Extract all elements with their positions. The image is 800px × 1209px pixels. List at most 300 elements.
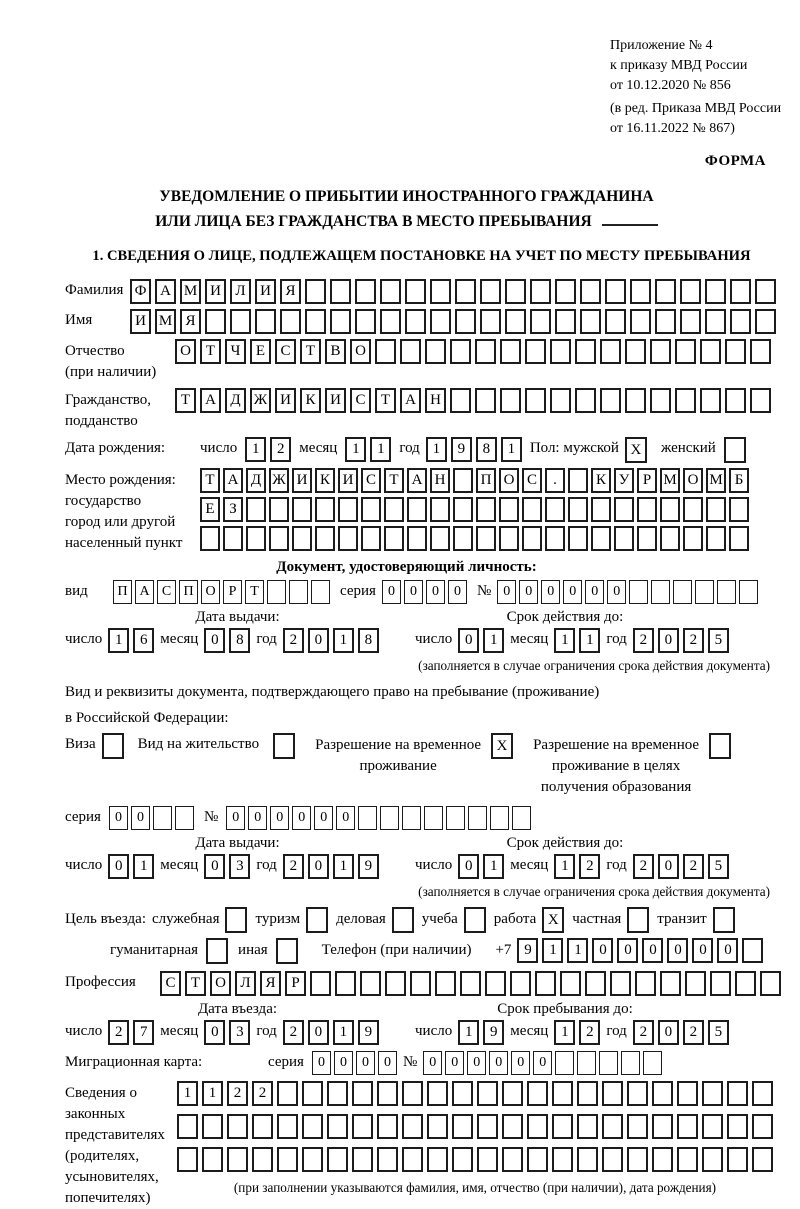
char-box[interactable]: М bbox=[706, 468, 726, 493]
char-box[interactable]: 5 bbox=[708, 1020, 729, 1045]
doc-series-input[interactable] bbox=[382, 580, 467, 604]
char-box[interactable] bbox=[302, 1114, 323, 1139]
char-box[interactable]: О bbox=[683, 468, 703, 493]
char-box[interactable] bbox=[577, 1051, 596, 1075]
char-box[interactable] bbox=[677, 1147, 698, 1172]
char-box[interactable]: 0 bbox=[497, 580, 516, 604]
char-box[interactable] bbox=[629, 580, 648, 604]
char-box[interactable] bbox=[735, 971, 756, 996]
char-box[interactable] bbox=[338, 526, 358, 551]
char-box[interactable] bbox=[430, 497, 450, 522]
char-box[interactable] bbox=[702, 1081, 723, 1106]
char-box[interactable]: 0 bbox=[308, 1020, 329, 1045]
char-box[interactable]: 0 bbox=[356, 1051, 375, 1075]
char-box[interactable] bbox=[730, 309, 751, 334]
char-box[interactable] bbox=[246, 526, 266, 551]
mig-number-input[interactable] bbox=[423, 1051, 662, 1075]
char-box[interactable] bbox=[352, 1114, 373, 1139]
char-box[interactable] bbox=[675, 388, 696, 413]
doc-number-input[interactable] bbox=[497, 580, 758, 604]
char-box[interactable]: И bbox=[255, 279, 276, 304]
char-box[interactable] bbox=[246, 497, 266, 522]
char-box[interactable] bbox=[205, 309, 226, 334]
char-box[interactable]: 2 bbox=[108, 1020, 129, 1045]
char-box[interactable]: 0 bbox=[270, 806, 289, 830]
char-box[interactable] bbox=[575, 388, 596, 413]
char-box[interactable]: Ж bbox=[269, 468, 289, 493]
char-box[interactable] bbox=[352, 1081, 373, 1106]
char-box[interactable]: 2 bbox=[633, 1020, 654, 1045]
char-box[interactable] bbox=[577, 1114, 598, 1139]
char-box[interactable] bbox=[477, 1147, 498, 1172]
char-box[interactable] bbox=[446, 806, 465, 830]
char-box[interactable] bbox=[706, 526, 726, 551]
char-box[interactable]: 0 bbox=[592, 938, 613, 963]
char-box[interactable] bbox=[730, 279, 751, 304]
char-box[interactable]: 1 bbox=[370, 437, 391, 462]
char-box[interactable]: Я bbox=[280, 279, 301, 304]
char-box[interactable] bbox=[600, 388, 621, 413]
char-box[interactable]: К bbox=[315, 468, 335, 493]
char-box[interactable] bbox=[452, 1147, 473, 1172]
char-box[interactable] bbox=[500, 388, 521, 413]
char-box[interactable]: 0 bbox=[312, 1051, 331, 1075]
char-box[interactable] bbox=[407, 526, 427, 551]
char-box[interactable] bbox=[683, 497, 703, 522]
char-box[interactable] bbox=[499, 497, 519, 522]
char-box[interactable]: И bbox=[205, 279, 226, 304]
char-box[interactable]: 2 bbox=[683, 628, 704, 653]
char-box[interactable] bbox=[175, 806, 194, 830]
char-box[interactable]: 2 bbox=[633, 854, 654, 879]
char-box[interactable]: О bbox=[210, 971, 231, 996]
char-box[interactable]: 1 bbox=[483, 854, 504, 879]
char-box[interactable]: 0 bbox=[489, 1051, 508, 1075]
char-box[interactable]: 2 bbox=[633, 628, 654, 653]
char-box[interactable] bbox=[750, 388, 771, 413]
char-box[interactable] bbox=[502, 1114, 523, 1139]
char-box[interactable]: 0 bbox=[667, 938, 688, 963]
char-box[interactable] bbox=[752, 1081, 773, 1106]
res-series-input[interactable] bbox=[109, 806, 194, 830]
mig-series-input[interactable] bbox=[312, 1051, 397, 1075]
char-box[interactable] bbox=[705, 279, 726, 304]
char-box[interactable] bbox=[727, 1081, 748, 1106]
char-box[interactable] bbox=[725, 388, 746, 413]
char-box[interactable]: 0 bbox=[717, 938, 738, 963]
char-box[interactable]: 2 bbox=[683, 1020, 704, 1045]
birth-month-input[interactable] bbox=[345, 437, 391, 462]
char-box[interactable]: У bbox=[614, 468, 634, 493]
char-box[interactable] bbox=[522, 526, 542, 551]
char-box[interactable] bbox=[468, 806, 487, 830]
char-box[interactable]: Ж bbox=[250, 388, 271, 413]
char-box[interactable] bbox=[605, 279, 626, 304]
char-box[interactable] bbox=[505, 279, 526, 304]
char-box[interactable]: А bbox=[200, 388, 221, 413]
char-box[interactable] bbox=[677, 1114, 698, 1139]
char-box[interactable]: И bbox=[338, 468, 358, 493]
char-box[interactable]: Н bbox=[425, 388, 446, 413]
stay-year-input[interactable] bbox=[633, 1020, 729, 1045]
char-box[interactable]: 1 bbox=[177, 1081, 198, 1106]
char-box[interactable]: Т bbox=[245, 580, 264, 604]
char-box[interactable] bbox=[424, 806, 443, 830]
char-box[interactable] bbox=[230, 309, 251, 334]
char-box[interactable]: 9 bbox=[483, 1020, 504, 1045]
char-box[interactable]: 1 bbox=[542, 938, 563, 963]
char-box[interactable] bbox=[717, 580, 736, 604]
char-box[interactable] bbox=[545, 526, 565, 551]
char-box[interactable] bbox=[327, 1081, 348, 1106]
char-box[interactable]: 1 bbox=[245, 437, 266, 462]
char-box[interactable]: 0 bbox=[511, 1051, 530, 1075]
char-box[interactable] bbox=[377, 1081, 398, 1106]
char-box[interactable] bbox=[650, 388, 671, 413]
char-box[interactable] bbox=[292, 497, 312, 522]
char-box[interactable]: 0 bbox=[334, 1051, 353, 1075]
char-box[interactable] bbox=[177, 1114, 198, 1139]
char-box[interactable]: 2 bbox=[683, 854, 704, 879]
char-box[interactable] bbox=[269, 526, 289, 551]
representatives-line3-input[interactable] bbox=[177, 1147, 773, 1172]
char-box[interactable]: 7 bbox=[133, 1020, 154, 1045]
char-box[interactable] bbox=[252, 1114, 273, 1139]
char-box[interactable] bbox=[375, 339, 396, 364]
char-box[interactable] bbox=[727, 1114, 748, 1139]
char-box[interactable]: 0 bbox=[336, 806, 355, 830]
char-box[interactable]: 0 bbox=[445, 1051, 464, 1075]
char-box[interactable] bbox=[453, 497, 473, 522]
char-box[interactable]: 0 bbox=[541, 580, 560, 604]
char-box[interactable]: А bbox=[407, 468, 427, 493]
char-box[interactable] bbox=[550, 339, 571, 364]
char-box[interactable] bbox=[490, 806, 509, 830]
char-box[interactable] bbox=[252, 1147, 273, 1172]
char-box[interactable] bbox=[380, 279, 401, 304]
surname-input[interactable] bbox=[130, 279, 776, 304]
char-box[interactable]: 1 bbox=[567, 938, 588, 963]
char-box[interactable]: 0 bbox=[248, 806, 267, 830]
purpose-private-checkbox[interactable] bbox=[627, 907, 649, 933]
char-box[interactable]: Е bbox=[200, 497, 220, 522]
char-box[interactable]: С bbox=[522, 468, 542, 493]
char-box[interactable]: А bbox=[400, 388, 421, 413]
char-box[interactable]: 1 bbox=[554, 628, 575, 653]
char-box[interactable] bbox=[635, 971, 656, 996]
char-box[interactable]: О bbox=[201, 580, 220, 604]
char-box[interactable]: 0 bbox=[108, 854, 129, 879]
char-box[interactable] bbox=[637, 497, 657, 522]
char-box[interactable] bbox=[680, 279, 701, 304]
char-box[interactable]: 0 bbox=[519, 580, 538, 604]
char-box[interactable]: 1 bbox=[483, 628, 504, 653]
stay-month-input[interactable] bbox=[554, 1020, 600, 1045]
char-box[interactable]: 0 bbox=[692, 938, 713, 963]
char-box[interactable] bbox=[255, 309, 276, 334]
char-box[interactable]: 1 bbox=[426, 437, 447, 462]
char-box[interactable]: 0 bbox=[204, 628, 225, 653]
char-box[interactable] bbox=[277, 1147, 298, 1172]
char-box[interactable] bbox=[402, 1147, 423, 1172]
char-box[interactable] bbox=[267, 580, 286, 604]
char-box[interactable] bbox=[755, 279, 776, 304]
temp-residence-checkbox[interactable]: X bbox=[491, 733, 513, 759]
phone-input[interactable] bbox=[517, 938, 763, 963]
char-box[interactable] bbox=[705, 309, 726, 334]
doc-issue-day-input[interactable] bbox=[108, 628, 154, 653]
char-box[interactable] bbox=[502, 1147, 523, 1172]
doc-issue-year-input[interactable] bbox=[283, 628, 379, 653]
char-box[interactable] bbox=[352, 1147, 373, 1172]
sex-female-checkbox[interactable] bbox=[724, 437, 746, 463]
char-box[interactable] bbox=[652, 1114, 673, 1139]
char-box[interactable]: С bbox=[350, 388, 371, 413]
char-box[interactable] bbox=[530, 279, 551, 304]
char-box[interactable] bbox=[673, 580, 692, 604]
char-box[interactable] bbox=[627, 1081, 648, 1106]
char-box[interactable]: Л bbox=[230, 279, 251, 304]
char-box[interactable]: 1 bbox=[133, 854, 154, 879]
char-box[interactable] bbox=[552, 1147, 573, 1172]
char-box[interactable]: 9 bbox=[358, 854, 379, 879]
char-box[interactable]: 9 bbox=[358, 1020, 379, 1045]
char-box[interactable] bbox=[315, 526, 335, 551]
char-box[interactable]: Д bbox=[246, 468, 266, 493]
char-box[interactable] bbox=[752, 1114, 773, 1139]
char-box[interactable] bbox=[455, 279, 476, 304]
char-box[interactable]: О bbox=[175, 339, 196, 364]
char-box[interactable] bbox=[202, 1114, 223, 1139]
entry-year-input[interactable] bbox=[283, 1020, 379, 1045]
purpose-tourism-checkbox[interactable] bbox=[306, 907, 328, 933]
char-box[interactable]: С bbox=[275, 339, 296, 364]
birth-place-line3-input[interactable] bbox=[200, 526, 749, 551]
char-box[interactable] bbox=[477, 1114, 498, 1139]
char-box[interactable]: . bbox=[545, 468, 565, 493]
char-box[interactable] bbox=[530, 309, 551, 334]
char-box[interactable]: 8 bbox=[229, 628, 250, 653]
char-box[interactable] bbox=[310, 971, 331, 996]
char-box[interactable] bbox=[405, 309, 426, 334]
patronymic-input[interactable] bbox=[175, 339, 771, 364]
char-box[interactable] bbox=[652, 1147, 673, 1172]
char-box[interactable] bbox=[739, 580, 758, 604]
char-box[interactable]: П bbox=[179, 580, 198, 604]
char-box[interactable] bbox=[591, 497, 611, 522]
char-box[interactable] bbox=[580, 309, 601, 334]
char-box[interactable] bbox=[153, 806, 172, 830]
char-box[interactable]: 0 bbox=[308, 854, 329, 879]
char-box[interactable]: 0 bbox=[658, 628, 679, 653]
visa-checkbox[interactable] bbox=[102, 733, 124, 759]
res-valid-month-input[interactable] bbox=[554, 854, 600, 879]
char-box[interactable] bbox=[200, 526, 220, 551]
char-box[interactable]: 0 bbox=[658, 1020, 679, 1045]
char-box[interactable]: К bbox=[591, 468, 611, 493]
char-box[interactable]: 3 bbox=[229, 1020, 250, 1045]
char-box[interactable] bbox=[655, 279, 676, 304]
char-box[interactable] bbox=[305, 279, 326, 304]
char-box[interactable] bbox=[512, 806, 531, 830]
char-box[interactable] bbox=[289, 580, 308, 604]
res-issue-month-input[interactable] bbox=[204, 854, 250, 879]
char-box[interactable] bbox=[702, 1114, 723, 1139]
char-box[interactable]: 1 bbox=[458, 1020, 479, 1045]
char-box[interactable] bbox=[710, 971, 731, 996]
char-box[interactable]: А bbox=[155, 279, 176, 304]
profession-input[interactable] bbox=[160, 971, 781, 996]
char-box[interactable]: 1 bbox=[108, 628, 129, 653]
char-box[interactable] bbox=[338, 497, 358, 522]
char-box[interactable] bbox=[637, 526, 657, 551]
char-box[interactable] bbox=[527, 1114, 548, 1139]
char-box[interactable]: Т bbox=[384, 468, 404, 493]
char-box[interactable] bbox=[427, 1147, 448, 1172]
char-box[interactable] bbox=[485, 971, 506, 996]
char-box[interactable] bbox=[227, 1114, 248, 1139]
char-box[interactable] bbox=[706, 497, 726, 522]
char-box[interactable] bbox=[460, 971, 481, 996]
doc-issue-month-input[interactable] bbox=[204, 628, 250, 653]
char-box[interactable] bbox=[625, 339, 646, 364]
stay-day-input[interactable] bbox=[458, 1020, 504, 1045]
char-box[interactable] bbox=[335, 971, 356, 996]
char-box[interactable] bbox=[568, 526, 588, 551]
char-box[interactable]: С bbox=[361, 468, 381, 493]
entry-day-input[interactable] bbox=[108, 1020, 154, 1045]
char-box[interactable]: 6 bbox=[133, 628, 154, 653]
char-box[interactable]: 1 bbox=[554, 854, 575, 879]
char-box[interactable]: О bbox=[499, 468, 519, 493]
char-box[interactable] bbox=[361, 497, 381, 522]
char-box[interactable] bbox=[610, 971, 631, 996]
char-box[interactable] bbox=[400, 339, 421, 364]
char-box[interactable]: 0 bbox=[423, 1051, 442, 1075]
char-box[interactable] bbox=[605, 309, 626, 334]
char-box[interactable]: М bbox=[180, 279, 201, 304]
char-box[interactable] bbox=[385, 971, 406, 996]
char-box[interactable] bbox=[602, 1114, 623, 1139]
char-box[interactable]: 0 bbox=[458, 628, 479, 653]
char-box[interactable]: 0 bbox=[533, 1051, 552, 1075]
char-box[interactable] bbox=[545, 497, 565, 522]
char-box[interactable]: 2 bbox=[283, 1020, 304, 1045]
char-box[interactable] bbox=[729, 526, 749, 551]
char-box[interactable] bbox=[695, 580, 714, 604]
char-box[interactable] bbox=[302, 1081, 323, 1106]
char-box[interactable]: 2 bbox=[283, 854, 304, 879]
char-box[interactable]: П bbox=[476, 468, 496, 493]
char-box[interactable] bbox=[725, 339, 746, 364]
char-box[interactable] bbox=[327, 1114, 348, 1139]
char-box[interactable]: К bbox=[300, 388, 321, 413]
char-box[interactable]: Н bbox=[430, 468, 450, 493]
char-box[interactable] bbox=[700, 339, 721, 364]
char-box[interactable]: Я bbox=[180, 309, 201, 334]
char-box[interactable] bbox=[660, 971, 681, 996]
char-box[interactable] bbox=[630, 279, 651, 304]
char-box[interactable] bbox=[625, 388, 646, 413]
char-box[interactable] bbox=[599, 1051, 618, 1075]
char-box[interactable]: С bbox=[160, 971, 181, 996]
char-box[interactable] bbox=[555, 309, 576, 334]
char-box[interactable]: 0 bbox=[308, 628, 329, 653]
citizenship-input[interactable] bbox=[175, 388, 771, 413]
char-box[interactable] bbox=[269, 497, 289, 522]
char-box[interactable]: 0 bbox=[458, 854, 479, 879]
char-box[interactable] bbox=[452, 1081, 473, 1106]
char-box[interactable] bbox=[402, 806, 421, 830]
char-box[interactable]: 9 bbox=[451, 437, 472, 462]
char-box[interactable] bbox=[377, 1114, 398, 1139]
char-box[interactable] bbox=[358, 806, 377, 830]
char-box[interactable] bbox=[525, 339, 546, 364]
char-box[interactable]: 2 bbox=[579, 1020, 600, 1045]
char-box[interactable] bbox=[650, 339, 671, 364]
char-box[interactable] bbox=[330, 279, 351, 304]
residence-permit-checkbox[interactable] bbox=[273, 733, 295, 759]
char-box[interactable] bbox=[525, 388, 546, 413]
char-box[interactable] bbox=[384, 497, 404, 522]
char-box[interactable] bbox=[680, 309, 701, 334]
char-box[interactable] bbox=[660, 526, 680, 551]
doc-valid-day-input[interactable] bbox=[458, 628, 504, 653]
char-box[interactable]: 1 bbox=[345, 437, 366, 462]
char-box[interactable] bbox=[361, 526, 381, 551]
char-box[interactable]: И bbox=[292, 468, 312, 493]
char-box[interactable]: Т bbox=[200, 339, 221, 364]
representatives-line2-input[interactable] bbox=[177, 1114, 773, 1139]
char-box[interactable]: 2 bbox=[252, 1081, 273, 1106]
char-box[interactable]: П bbox=[113, 580, 132, 604]
char-box[interactable]: 0 bbox=[204, 854, 225, 879]
char-box[interactable] bbox=[591, 526, 611, 551]
char-box[interactable]: 0 bbox=[292, 806, 311, 830]
birth-place-line1-input[interactable] bbox=[200, 468, 749, 493]
birth-day-input[interactable] bbox=[245, 437, 291, 462]
char-box[interactable] bbox=[453, 526, 473, 551]
char-box[interactable]: 1 bbox=[333, 854, 354, 879]
char-box[interactable] bbox=[476, 497, 496, 522]
given-name-input[interactable] bbox=[130, 309, 776, 334]
char-box[interactable]: 2 bbox=[283, 628, 304, 653]
char-box[interactable] bbox=[202, 1147, 223, 1172]
char-box[interactable]: 2 bbox=[270, 437, 291, 462]
char-box[interactable] bbox=[577, 1147, 598, 1172]
char-box[interactable] bbox=[535, 971, 556, 996]
char-box[interactable] bbox=[552, 1114, 573, 1139]
char-box[interactable]: Т bbox=[200, 468, 220, 493]
char-box[interactable] bbox=[527, 1147, 548, 1172]
char-box[interactable] bbox=[577, 1081, 598, 1106]
char-box[interactable] bbox=[510, 971, 531, 996]
char-box[interactable] bbox=[380, 806, 399, 830]
char-box[interactable] bbox=[727, 1147, 748, 1172]
char-box[interactable] bbox=[677, 1081, 698, 1106]
char-box[interactable]: Л bbox=[235, 971, 256, 996]
char-box[interactable] bbox=[555, 1051, 574, 1075]
char-box[interactable] bbox=[585, 971, 606, 996]
char-box[interactable] bbox=[476, 526, 496, 551]
char-box[interactable] bbox=[568, 468, 588, 493]
char-box[interactable] bbox=[752, 1147, 773, 1172]
char-box[interactable]: 0 bbox=[426, 580, 445, 604]
char-box[interactable] bbox=[575, 339, 596, 364]
char-box[interactable] bbox=[450, 339, 471, 364]
char-box[interactable]: 0 bbox=[563, 580, 582, 604]
char-box[interactable]: 1 bbox=[333, 628, 354, 653]
